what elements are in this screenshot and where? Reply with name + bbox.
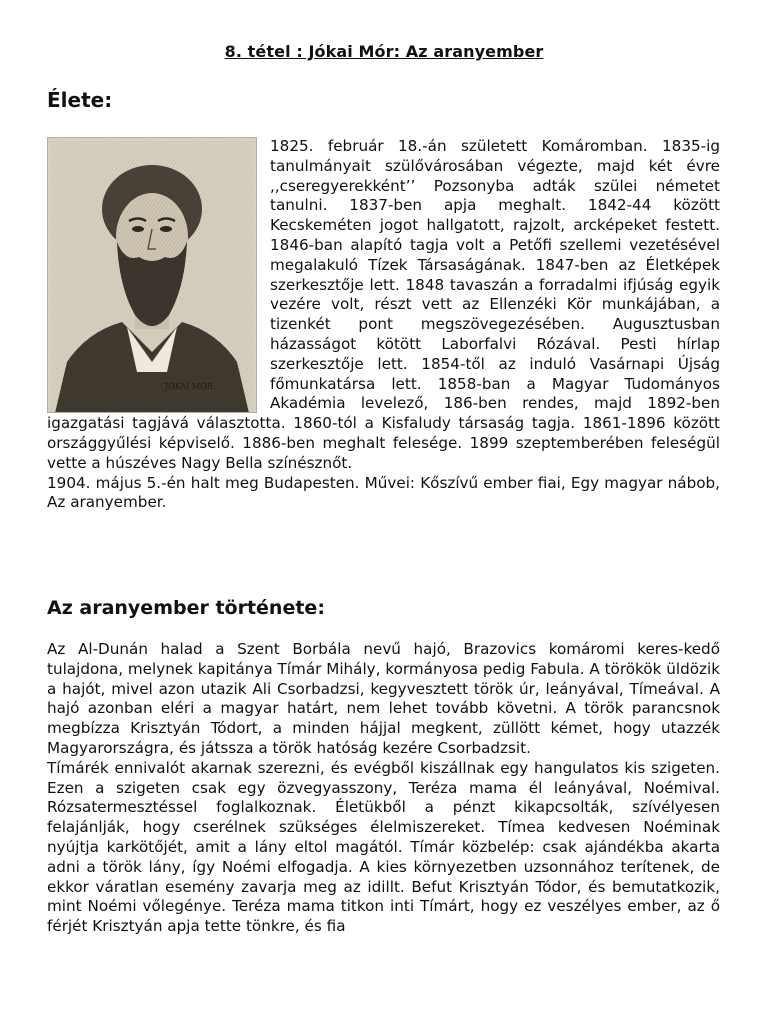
section-heading-life: Élete: [47, 88, 113, 112]
portrait-caption: JÓKAI MÓR. [165, 382, 216, 391]
biography-text [47, 137, 720, 513]
biography-paragraph: 1825. február 18.-án született Komáromban. 1835-ig tanulmányait szülővárosában végezte, majd két évre ,,cseregyerekként’’ Pozsonyba adták szülei németet tanulni. 1837-ben apja meghalt. 1842-44 között Kecskeméten jogot hallgatott, rajzolt, arcképeket festett. 1846-ban alapító tagja volt a Petőfi szellemi vezetésével megalakuló Tízek Társaságának. 1847-ben az Életképek szerkesztője lett. 1848 tavaszán a forradalmi ifjúság egyik vezére volt, részt vett az Ellenzéki Kör munkájában, a tizenkét pont megszövegezésében. Augusztusban házasságot kötött Laborfalvi Rózával. Pesti hírlap szerkesztője lett. 1854-től az induló Vasárnapi Újság főmunkatársa lett. 1858-ban a Magyar Tudományos Akadémia levelező, 186-ben rendes, majd 1892-ben igazgatási tagjává választotta. 1860-tól a Kisfaludy társaság tagja. 1861-1896 között országgyűlési képviselő. 1886-ben meghalt felesége. 1899 szeptemberében feleségül vette a húszéves Nagy Bella színésznőt. [47, 137, 720, 472]
story-text [47, 640, 720, 937]
biography-paragraph: 1904. május 5.-én halt meg Budapesten. Művei: Kőszívű ember fiai, Egy magyar nábob, [47, 473, 720, 492]
document-title: 8. tétel : Jókai Mór: Az aranyember [224, 42, 544, 61]
story-paragraph: Az Al-Dunán halad a Szent Borbála nevű hajó, Brazovics komáromi keres-kedő tulajdona, melynek kapitánya Tímár Mihály, kormányosa pedig Fabula. A törökök üldözik a hajót, mivel azon utazik Ali Csorbadzsi, kegyvesztett török úr, leányával, Tímeával. A hajó azonban eléri a magyar határt, nem lehet tovább követni. A török parancsnok megbízza Krisztyán Tódort, a minden hájjal megkent, züllött kémet, hogy utazzék Magyarországra, és játssza a török hatóság kezére Csorbadzsit. [47, 640, 720, 757]
section-heading-story: Az aranyember története: [47, 597, 325, 619]
story-paragraph: Tímárék ennivalót akarnak szerezni, és evégből kiszállnak egy hangulatos kis szigeten. Ezen a szigeten csak egy özvegyasszony, Teréza mama él leányával, Noémival. Rózsatermesztéssel foglalkoznak. Életükből a pénzt kikapcsolták, szívélyesen felajánlják, hogy cserélnek szükséges élelmiszereket. Tímea kedvesen Noéminak nyújtja karkötőjét, amit a lány eltol magától. Tímár közbelép: csak ajándékba akarta adni a török lány, így Noémi elfogadja. A kies környezetben uzsonnához terítenek, de ekkor váratlan esemény zavarja meg az idillt. Befut Krisztyán Tódor, és bemutatkozik, mint Noémi vőlegénye. Teréza mama titkon inti Tímárt, hogy ez veszélyes ember, az ő férjét Krisztyán apja tette tönkre, és fia [47, 758, 720, 936]
biography-paragraph: Az aranyember. [47, 493, 167, 512]
